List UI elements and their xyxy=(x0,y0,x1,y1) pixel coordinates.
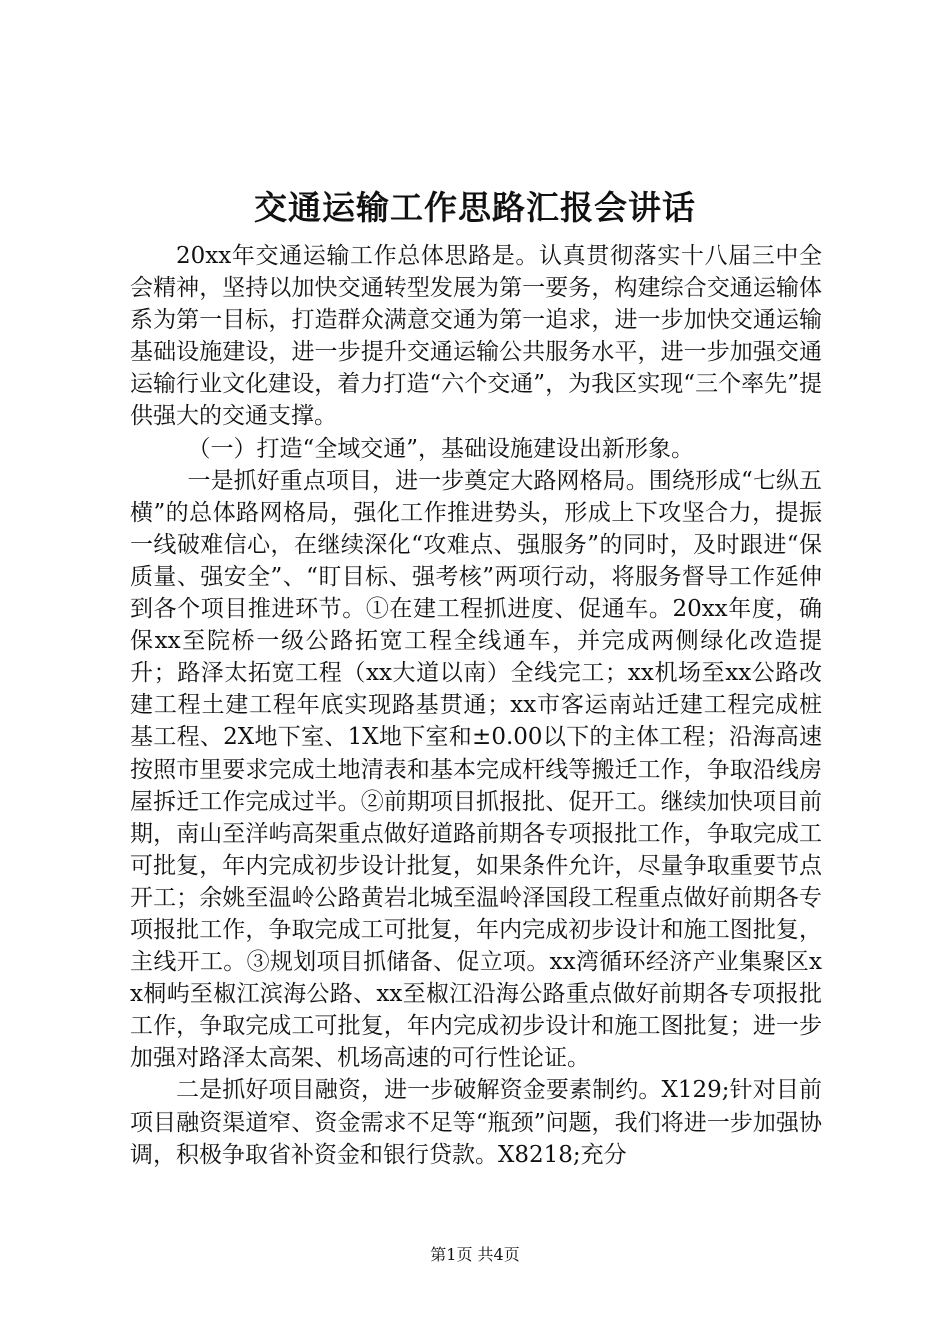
page-footer: 第1页 共4页 xyxy=(430,1245,520,1264)
paragraph-project-financing: 二是抓好项目融资，进一步破解资金要素制约。X129;针对目前项目融资渠道窄、资金需求不足等“瓶颈”问题，我们将进一步加强协调，积极争取省补资金和银行贷款。X8218;充分 xyxy=(130,1077,822,1168)
document-body xyxy=(130,240,822,1171)
section-heading-1: （一）打造“全域交通”，基础设施建设出新形象。 xyxy=(187,435,695,462)
paragraph-overall-approach: 20xx年交通运输工作总体思路是。认真贯彻落实十八届三中全会精神，坚持以加快交通转型发展为第一要务，构建综合交通运输体系为第一目标，打造群众满意交通为第一追求，进一步加快交通运输基础设施建设，进一步提升交通运输公共服务水平，进一步加强交通运输行业文化建设，着力打造“六个交通”，为我区实现“三个率先”提供强大的交通支撑。 xyxy=(130,243,822,430)
paragraph-key-projects: 一是抓好重点项目，进一步奠定大路网格局。围绕形成“七纵五横”的总体路网格局，强化工作推进势头，形成上下攻坚合力，提振一线破难信心，在继续深化“攻难点、强服务”的同时，及时跟进“保质量、强安全”、“盯目标、强考核”两项行动，将服务督导工作延伸到各个项目推进环节。①在建工程抓进度、促通车。20xx年度，确保xx至院桥一级公路拓宽工程全线通车，并完成两侧绿化改造提升；路泽太拓宽工程（xx大道以南）全线完工；xx机场至xx公路改建工程土建工程年底实现路基贯通；xx市客运南站迁建工程完成桩基工程、2X地下室、1X地下室和±0.00以下的主体工程；沿海高速按照市里要求完成土地清表和基本完成杆线等搬迁工作，争取沿线房屋拆迁工作完成过半。②前期项目抓报批、促开工。继续加快项目前期，南山至洋屿高架重点做好道路前期各专项报批工作，争取完成工可批复，年内完成初步设计批复，如果条件允许，尽量争取重要节点开工；余姚至温岭公路黄岩北城至温岭泽国段工程重点做好前期各专项报批工作，争取完成工可批复，年内完成初步设计和施工图批复，主线开工。③规划项目抓储备、促立项。xx湾循环经济产业集聚区xx桐屿至椒江滨海公路、xx至椒江沿海公路重点做好前期各专项报批工作，争取完成工可批复，年内完成初步设计和施工图批复；进一步加强对路泽太高架、机场高速的可行性论证。 xyxy=(130,467,822,1072)
document-title: 交通运输工作思路汇报会讲话 xyxy=(254,188,696,227)
